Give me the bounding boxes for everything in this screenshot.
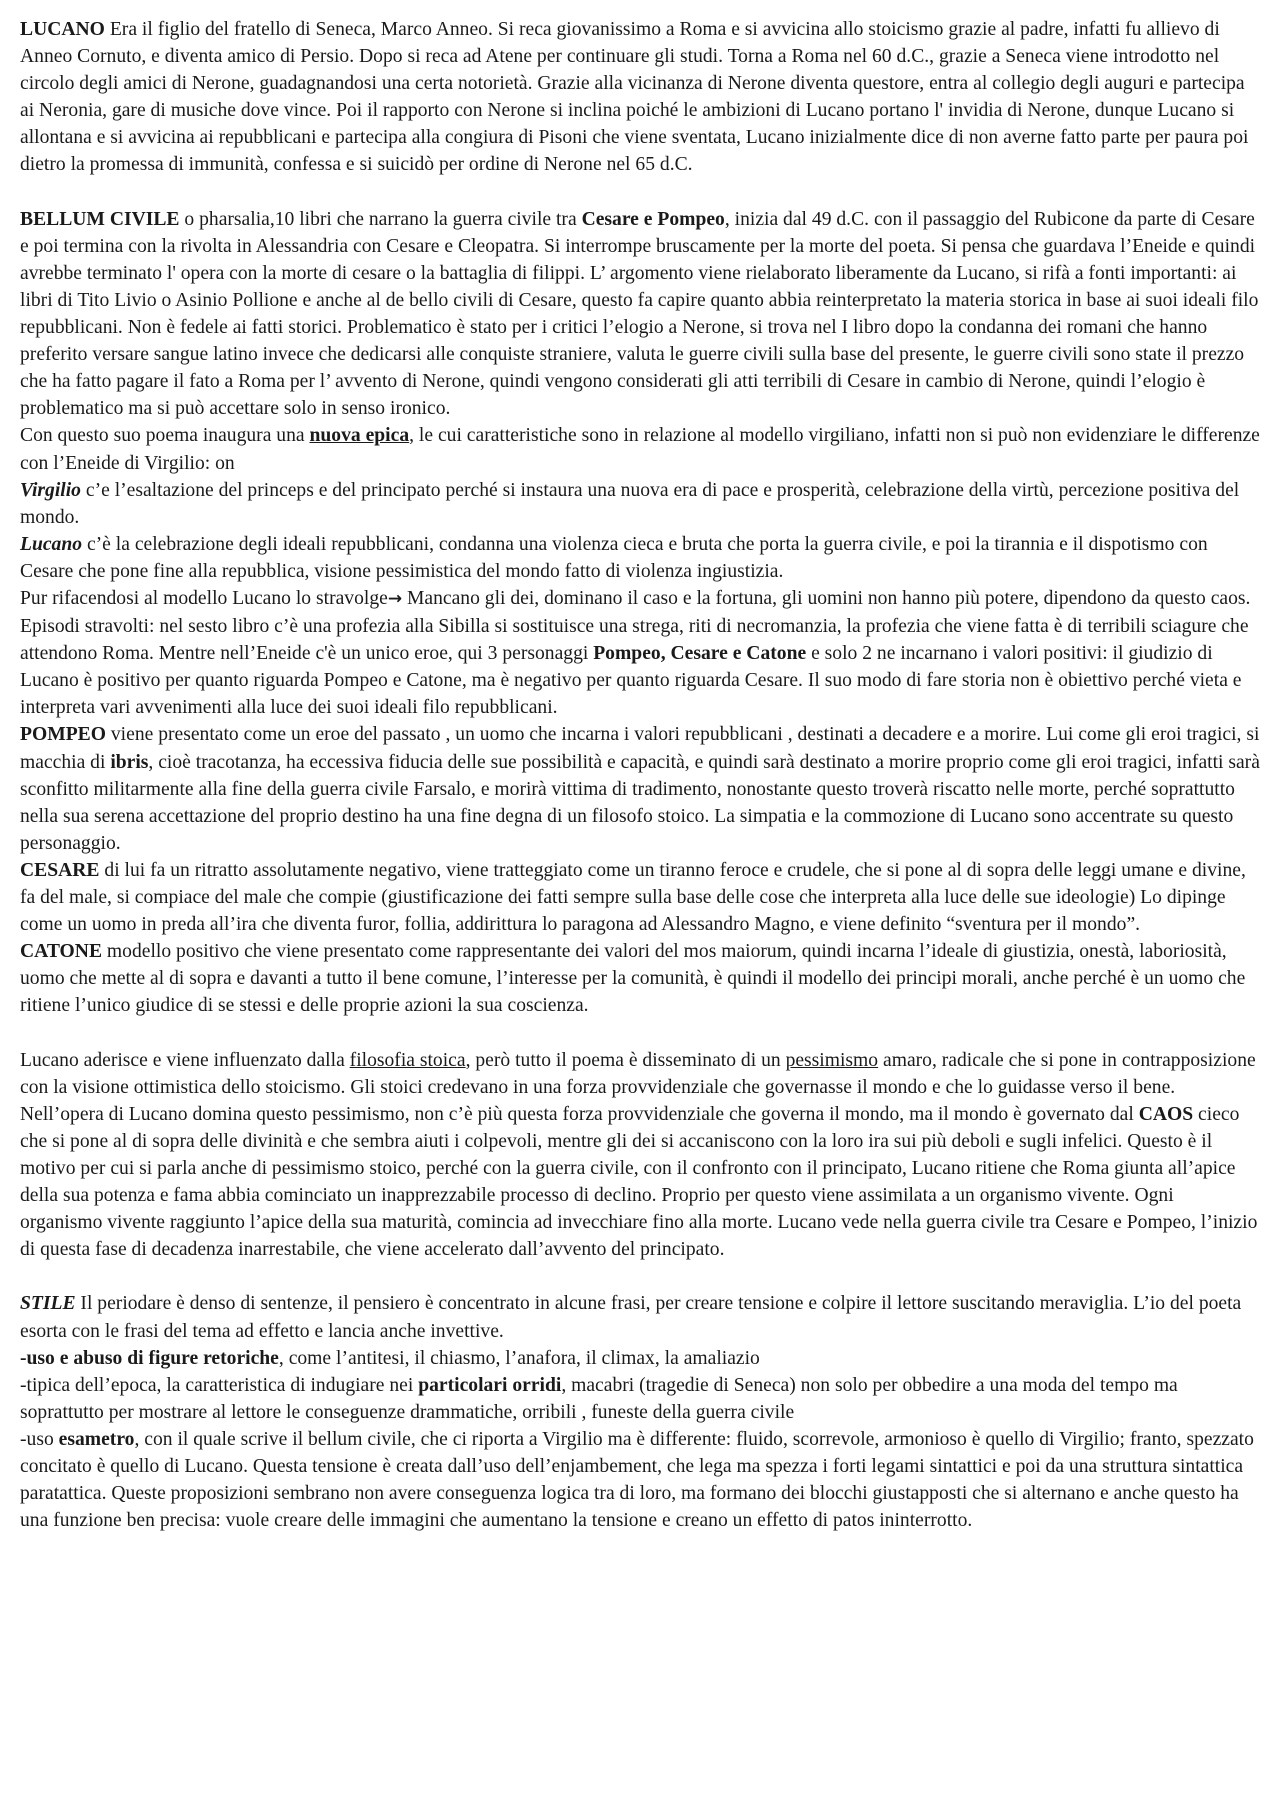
esametro-text-2: , con il quale scrive il bellum civile, che ci riporta a Virgilio ma è differente: fluido, scorrevole, armonioso è quello di Virgilio; franto, spezzato concitato è quello di Lucano. Questa tensione è creata dall’uso dell’enjambement, che lega ma spezza i forti legami sintattici e poi da una struttura sintattica paratattica. Queste proposizioni sembrano non avere conseguenza logica tra di loro, ma formano dei blocchi giustapposti che si alternano e anche questo ha una funzione ben precisa: vuole creare delle immagini che aumentano la tensione e creano un effetto di patos ininterrotto.	[20, 1428, 1254, 1532]
nuova-epica-term: nuova epica	[309, 425, 410, 447]
pompeo-bold-ibris: ibris	[110, 751, 149, 773]
lucano-text: Era il figlio del fratello di Seneca, Marco Anneo. Si reca giovanissimo a Roma e si avvicina allo stoicismo grazie al padre, infatti fu allievo di Anneo Cornuto, e diventa amico di Persio. Dopo si reca ad Atene per continuare gli studi. Torna a Roma nel 60 d.C., grazie a Seneca viene introdotto nel circolo degli amici di Nerone, guadagnandosi una certa notorietà. Grazie alla vicinanza di Nerone diventa questore, entra al collegio degli auguri e partecipa ai Neronia, gare di musiche dove vince. Poi il rapporto con Nerone si inclina poiché le ambizioni di Lucano portano l' invidia di Nerone, dunque Lucano si allontana e si avvicina ai repubblicani e partecipa alla congiura di Pisoni che viene sventata, Lucano inizialmente dice di non averne fatto parte per paura poi dietro la promessa di immunità, confessa e si suicidò per ordine di Nerone nel 65 d.C.	[20, 19, 1249, 176]
list-item-esametro	[20, 1426, 1260, 1534]
heading-cesare: CESARE	[20, 859, 100, 881]
stoica-bold-caos: CAOS	[1138, 1103, 1194, 1125]
paragraph-modello	[20, 585, 1260, 721]
esametro-text-1: -uso	[20, 1428, 59, 1450]
bellum-text-1: o pharsalia,10 libri che narrano la guerra civile tra	[179, 208, 582, 230]
paragraph-stile	[20, 1290, 1260, 1344]
orridi-text-1: -tipica dell’epoca, la caratteristica di indugiare nei	[20, 1374, 419, 1396]
orridi-text-2: , macabri (tragedie di Seneca) non solo per obbedire a una moda del tempo ma soprattutto per mostrare al lettore le conseguenze drammatiche, orribili , funeste della guerra civile	[20, 1374, 1178, 1423]
paragraph-filosofia-stoica	[20, 1047, 1260, 1264]
cesare-text: di lui fa un ritratto assolutamente negativo, viene tratteggiato come un tiranno feroce e crudele, che si pone al di sopra delle leggi umane e divine, fa del male, si compiace del male che compie (giustificazione dei fatti sempre sulla base delle cose che interpreta alla luce delle sue ideologie) Lo dipinge come un uomo in preda all’ira che diventa furor, follia, addirittura lo paragona ad Alessandro Magno, e viene definito “sventura per il mondo”.	[20, 859, 1246, 936]
pompeo-text-1: viene presentato come un eroe del passato , un uomo che incarna i valori repubblicani , destinati a decadere e a morire. Lui come gli eroi tragici, si macchia di	[20, 724, 1260, 773]
catone-text: modello positivo che viene presentato come rappresentante dei valori del mos maiorum, quindi incarna l’ideale di giustizia, onestà, laboriosità, uomo che mette al di sopra e davanti a tutto il bene comune, l’interesse per la comunità, è quindi il modello dei principi morali, anche perché è un uomo che ritiene l’unico giudice di se stessi e delle proprie azioni la sua coscienza.	[20, 941, 1246, 1017]
stoica-text-1: Lucano aderisce e viene influenzato dalla	[20, 1049, 350, 1071]
lucano-ideali-text: c’è la celebrazione degli ideali repubblicani, condanna una violenza cieca e bruta che porta la guerra civile, e poi la tirannia e il dispotismo con Cesare che pone fine alla repubblica, visione pessimistica del mondo fatto di violenza ingiustizia.	[20, 533, 1208, 582]
paragraph-nuova-epica	[20, 422, 1260, 476]
paragraph-lucano-ideali	[20, 531, 1260, 585]
esametro-bold: esametro	[58, 1428, 135, 1450]
heading-stile: STILE	[20, 1293, 76, 1315]
paragraph-lucano	[20, 16, 1260, 179]
arrow-right-icon: →	[387, 588, 403, 609]
heading-bellum-civile: BELLUM CIVILE	[20, 208, 180, 230]
blank-line	[20, 1019, 1260, 1046]
heading-virgilio: Virgilio	[20, 479, 81, 501]
modello-text-1: Pur rifacendosi al modello Lucano lo stravolge	[20, 587, 388, 609]
paragraph-cesare	[20, 857, 1260, 938]
filosofia-stoica-term: filosofia stoica	[349, 1049, 466, 1071]
modello-bold-personaggi: Pompeo, Cesare e Catone	[593, 643, 807, 665]
epica-text-1: Con questo suo poema inaugura una	[20, 425, 310, 447]
modello-text-3: e solo 2 ne incarnano i valori positivi: il giudizio di Lucano è positivo per quanto riguarda Pompeo e Catone, ma è negativo per quanto riguarda Cesare. Il suo modo di fare storia non è obiettivo perché vieta e interpreta vari avvenimenti alla luce dei suoi ideali filo repubblicani.	[20, 643, 1242, 719]
paragraph-bellum-civile	[20, 206, 1260, 423]
paragraph-catone	[20, 938, 1260, 1019]
stoica-text-4: cieco che si pone al di sopra delle divinità e che sembra aiuti i colpevoli, mentre gli dei si accaniscono con la loro ira sui più deboli e sugli infelici. Questo è il motivo per cui si parla anche di pessimismo stoico, perché con la guerra civile, con il confronto con il principato, Lucano ritiene che Roma giunta all’apice della sua potenza e fama abbia cominciato un inapprezzabile processo di declino. Proprio per questo viene assimilata a un organismo vivente. Ogni organismo vivente raggiunto l’apice della sua maturità, comincia ad invecchiare fino alla morte. Lucano vede nella guerra civile tra Cesare e Pompeo, l’inizio di questa fase di decadenza inarrestabile, che viene accelerato dall’avvento del principato.	[20, 1103, 1258, 1261]
bellum-bold-cesare-pompeo: Cesare e Pompeo	[581, 208, 725, 230]
blank-line	[20, 1263, 1260, 1290]
heading-pompeo: POMPEO	[20, 724, 106, 746]
list-item-particolari-orridi	[20, 1372, 1260, 1426]
orridi-bold: particolari orridi	[418, 1374, 562, 1396]
bellum-text-2: , inizia dal 49 d.C. con il passaggio del Rubicone da parte di Cesare e poi termina con la rivolta in Alessandria con Cesare e Cleopatra. Si interrompe bruscamente per la morte del poeta. Si pensa che guardava l’Eneide e quindi avrebbe terminato l' opera con la morte di cesare o la battaglia di filippi. L’ argomento viene rielaborato liberamente da Lucano, si rifà a fonti importanti: ai libri di Tito Livio o Asinio Pollione e anche al de bello civili di Cesare, questo fa capire quanto abbia reinterpretato la materia storica in base ai suoi ideali filo repubblicani. Non è fedele ai fatti storici. Problematico è stato per i critici l’elogio a Nerone, si trova nel I libro dopo la condanna dei romani che hanno preferito versare sangue latino invece che dedicarsi alle conquiste straniere, valuta le guerre civili sulla base del presente, le guerre civili sono state il prezzo che ha fatto pagare il fato a Roma per l’ avvento di Nerone, quindi vengono considerati gli atti terribili di Cesare in cambio di Nerone, quindi l’elogio è problematico ma si può accettare solo in senso ironico.	[20, 208, 1259, 420]
heading-lucano-italic: Lucano	[20, 533, 83, 555]
blank-line	[20, 179, 1260, 206]
heading-lucano: LUCANO	[20, 19, 105, 40]
paragraph-pompeo	[20, 721, 1260, 856]
modello-text-2: Mancano gli dei, dominano il caso e la fortuna, gli uomini non hanno più potere, dipendono da questo caos. Episodi stravolti: nel sesto libro c’è una profezia alla Sibilla si sostituisce una strega, riti di necromanzia, la profezia che viene fatta è di terribili sciagure che attendono Roma. Mentre nell’Eneide c'è un unico eroe, qui 3 personaggi	[20, 587, 1251, 665]
pompeo-text-2: , cioè tracotanza, ha eccessiva fiducia delle sue possibilità e capacità, e quindi sarà destinato a morire proprio come gli eroi tragici, infatti sarà sconfitto militarmente alla fine della guerra civile Farsalo, e morirà vittima di tradimento, nonostante questo troverà riscatto nelle morte, perché soprattutto nella sua serena accettazione del proprio destino ha una fine degna di un filosofo stoico. La simpatia e la commozione di Lucano sono accentrate su questo personaggio.	[20, 751, 1260, 854]
paragraph-virgilio	[20, 477, 1260, 531]
list-item-figure-retoriche	[20, 1345, 1260, 1372]
heading-catone: CATONE	[20, 941, 103, 963]
figure-text: , come l’antitesi, il chiasmo, l’anafora, il climax, la amaliazio	[278, 1347, 760, 1369]
pessimismo-term: pessimismo	[785, 1049, 879, 1071]
stile-text: Il periodare è denso di sentenze, il pensiero è concentrato in alcune frasi, per creare tensione e colpire il lettore suscitando meraviglia. L’io del poeta esorta con le frasi del tema ad effetto e lancia anche invettive.	[20, 1293, 1242, 1342]
epica-text-2: , le cui caratteristiche sono in relazione al modello virgiliano, infatti non si può non evidenziare le differenze con l’Eneide di Virgilio: on	[20, 425, 1260, 474]
virgilio-text: c’e l’esaltazione del princeps e del principato perché si instaura una nuova era di pace e prosperità, celebrazione della virtù, percezione positiva del mondo.	[20, 479, 1240, 528]
figure-bold: -uso e abuso di figure retoriche	[20, 1347, 279, 1369]
stoica-text-3: amaro, radicale che si pone in contrapposizione con la visione ottimistica dello stoicismo. Gli stoici credevano in una forza provvidenziale che governasse il mondo e che lo guidasse verso il bene. Nell’opera di Lucano domina questo pessimismo, non c’è più questa forza provvidenziale che governa il mondo, ma il mondo è governato dal	[20, 1049, 1256, 1125]
stoica-text-2: , però tutto il poema è disseminato di un	[465, 1049, 786, 1071]
